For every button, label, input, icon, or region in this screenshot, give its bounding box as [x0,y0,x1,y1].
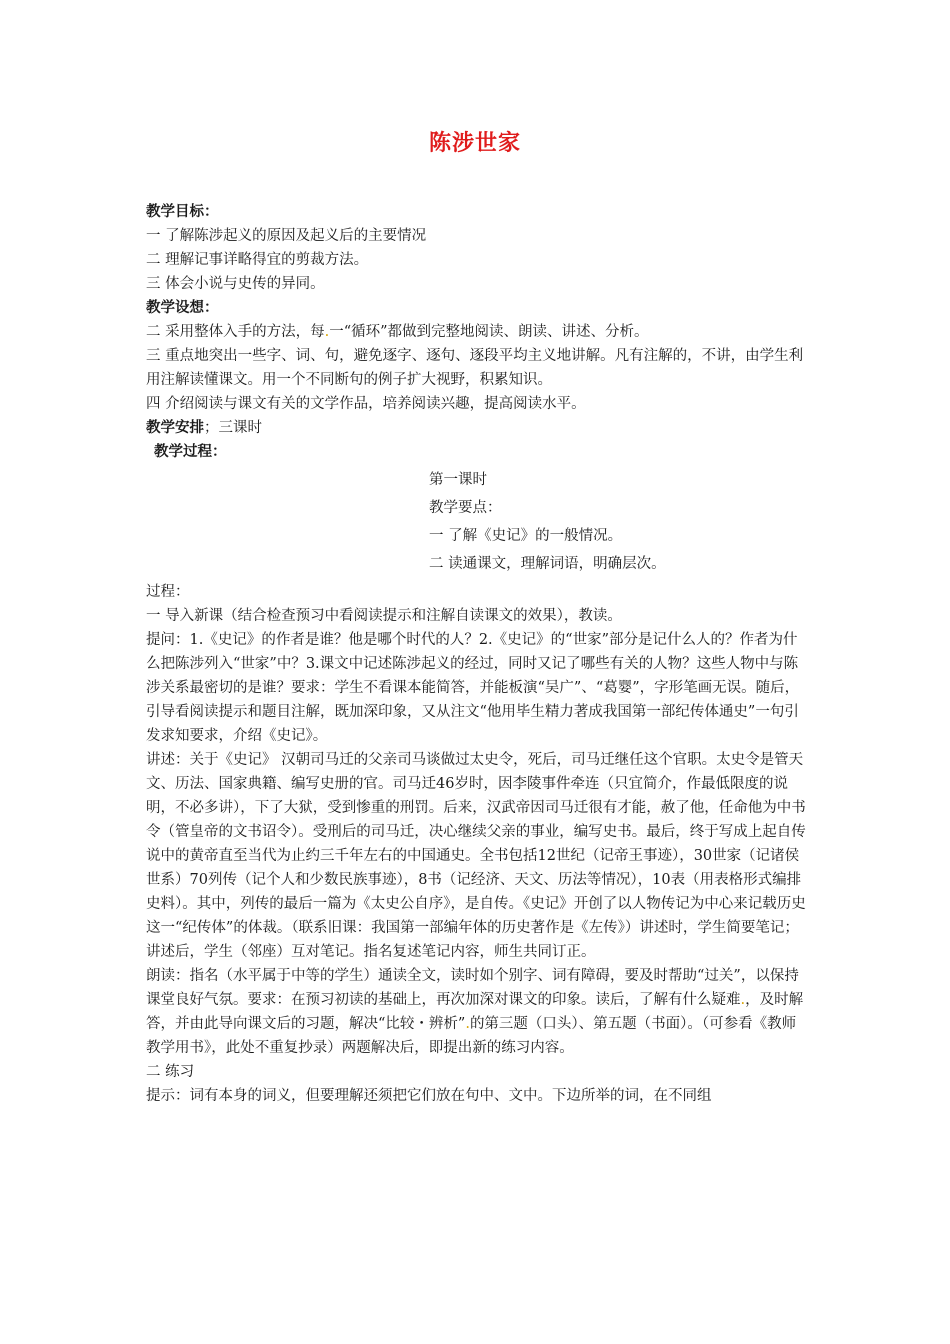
goal-item: 三 体会小说与史传的异同。 [146,276,325,292]
reading-text: ，及时解答，并由此导向课文后的习题，解决“比较・辨析” [146,992,804,1032]
emphasis-mark: . [324,324,330,340]
process-label: 过程： [146,584,190,600]
design-item-text: 一“循环”都做到完整地阅读、朗读、讲述、分析。 [329,324,649,340]
question-paragraph: 提问：1.《史记》的作者是谁？他是哪个时代的人？2.《史记》的“世家”部分是记什么人的？作者为什么把陈涉列入“世家”中？3.课文中记述陈涉起义的经过，同时又记了哪些有关的人物？这些人物中与陈涉关系最密切的是谁？要求：学生不看课本能简答，并能板演“吴广”、“葛婴”，字形笔画无误。随后，引导看阅读提示和题目注解，既加深印象，又从注文“他用毕生精力著成我国第一部纪传体通史”一句引发求知要求，介绍《史记》。 [146,632,800,744]
lesson1-title: 第一课时 [429,472,487,488]
design-heading: 教学设想： [146,300,219,316]
reading-text: 的第三题（口头）、第五题（书面）。（可参看《教师教学用书》，此处不重复抄录）两题解决后，即提出新的练习内容。 [146,1016,797,1056]
reading-paragraph [146,964,808,1060]
design-item: 四 介绍阅读与课文有关的文学作品，培养阅读兴趣，提高阅读水平。 [146,396,586,412]
lesson1-point: 一 了解《史记》的一般情况。 [429,528,623,544]
step-heading: 一 导入新课（结合检查预习中看阅读提示和注解自读课文的效果），教读。 [146,608,622,624]
design-item-text: 二 采用整体入手的方法，每 [146,324,325,340]
arrangement-heading: 教学安排 [146,420,204,436]
reading-text: 朗读：指名（水平属于中等的学生）通读全文，读时如个别字、词有障碍，要及时帮助“过关”，以保持课堂良好气氛。要求：在预习初读的基础上，再次加深对课文的印象。读后，了解有什么疑难 [146,968,799,1008]
hint-paragraph: 提示：词有本身的词义，但要理解还须把它们放在句中、文中。下边所举的词，在不同组 [146,1088,712,1104]
document-body [146,200,808,1108]
emphasis-mark: . [740,992,746,1008]
arrangement-value: ；三课时 [204,420,262,436]
design-item [146,320,808,344]
process-heading: 教学过程： [154,444,227,460]
goal-item: 一 了解陈涉起义的原因及起义后的主要情况 [146,228,427,244]
goal-item: 二 理解记事详略得宜的剪裁方法。 [146,252,369,268]
design-item: 三 重点地突出一些字、词、句，避免逐字、逐句、逐段平均主义地讲解。凡有注解的，不讲，由学生利用注解读懂课文。用一个不同断句的例子扩大视野，积累知识。 [146,348,804,388]
arrangement-line [146,416,808,440]
lesson1-point: 二 读通课文，理解词语，明确层次。 [429,556,666,572]
emphasis-mark: . [465,1016,470,1032]
page-title: 陈涉世家 [428,131,521,156]
step-heading: 二 练习 [146,1064,195,1080]
goals-heading: 教学目标： [146,204,219,220]
lesson1-block [146,468,808,576]
lecture-paragraph: 讲述：关于《史记》 汉朝司马迁的父亲司马谈做过太史令，死后，司马迁继任这个官职。太史令是管天文、历法、国家典籍、编写史册的官。司马迁46岁时，因李陵事件牵连（只宜简介，作最低限度的说明，不必多讲），下了大狱，受到惨重的刑罚。后来，汉武帝因司马迁很有才能，赦了他，任命他为中书令（管皇帝的文书诏令）。受刑后的司马迁，决心继续父亲的事业，编写史书。最后，终于写成上起自传说中的黄帝直至当代为止约三千年左右的中国通史。全书包括12世纪（记帝王事迹），30世家（记诸侯世系）70列传（记个人和少数民族事迹），8书（记经济、天文、历法等情况），10表（用表格形式编排史料）。其中，列传的最后一篇为《太史公自序》，是自传。《史记》开创了以人物传记为中心来记载历史这一“纪传体”的体裁。（联系旧课：我国第一部编年体的历史著作是《左传》）讲述时，学生简要笔记；讲述后，学生（邻座）互对笔记。指名复述笔记内容，师生共同订正。 [146,752,806,960]
lesson1-points-heading: 教学要点： [429,500,502,516]
